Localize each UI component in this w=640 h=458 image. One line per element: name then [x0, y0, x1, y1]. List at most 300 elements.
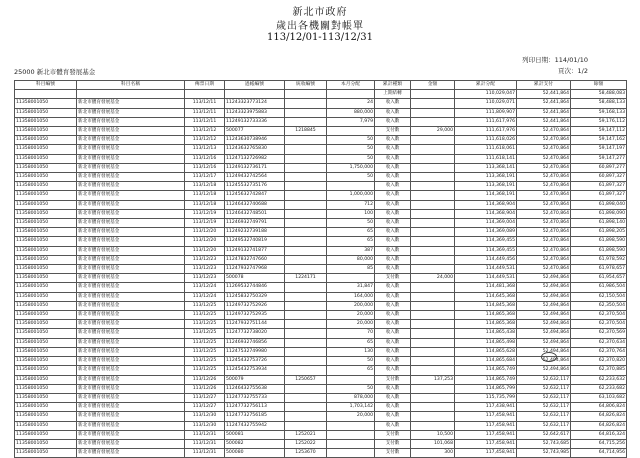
cumulative-payment-cell: 52,470,864 [517, 200, 571, 209]
account-code-cell: 11358001050 [15, 366, 77, 375]
cumulative-payment-cell: 52,494,864 [517, 320, 571, 329]
amount-cell [411, 255, 455, 264]
cumulative-allocation-cell: 117,458,941 [455, 439, 517, 448]
entry-type-cell: 收入數 [375, 163, 411, 172]
account-name-cell: 新北市體育發展基金 [77, 449, 185, 458]
table-row [15, 191, 627, 200]
voucher-date-cell: 113/12/25 [185, 311, 225, 320]
cumulative-allocation-cell: 113,368,191 [455, 173, 517, 182]
ledger-header-row [15, 81, 627, 90]
monthly-allocation-cell: 200,000 [327, 301, 375, 310]
cumulative-payment-cell: 52,470,864 [517, 237, 571, 246]
amount-cell [411, 154, 455, 163]
balance-cell: 58,488,083 [571, 90, 627, 99]
account-name-cell: 新北市體育發展基金 [77, 154, 185, 163]
monthly-allocation-cell [327, 182, 375, 191]
entry-type-cell: 收入數 [375, 228, 411, 237]
account-name-cell: 新北市體育發展基金 [77, 403, 185, 412]
balance-cell: 62,233,632 [571, 375, 627, 384]
monthly-allocation-cell: 31,847 [327, 283, 375, 292]
voucher-date-cell: 113/12/19 [185, 209, 225, 218]
monthly-allocation-cell [327, 375, 375, 384]
cumulative-allocation-cell: 114,845,368 [455, 301, 517, 310]
posting-no-cell: 11245432753934 [225, 366, 285, 375]
voucher-date-cell: 113/12/12 [185, 136, 225, 145]
col-entry-type-header: 累計種類 [375, 81, 411, 90]
cumulative-allocation-cell: 114,481,368 [455, 283, 517, 292]
voucher-date-cell: 113/12/18 [185, 191, 225, 200]
posting-no-cell: 500078 [225, 274, 285, 283]
cumulative-allocation-cell: 114,865,799 [455, 384, 517, 393]
entry-type-cell: 收入數 [375, 283, 411, 292]
table-row [15, 357, 627, 366]
cumulative-payment-cell: 52,470,864 [517, 136, 571, 145]
voucher-date-cell: 113/12/19 [185, 219, 225, 228]
receipt-no-cell [285, 320, 327, 329]
balance-cell: 64,826,824 [571, 421, 627, 430]
account-name-cell: 新北市體育發展基金 [77, 163, 185, 172]
table-row [15, 375, 627, 384]
voucher-date-cell: 113/12/31 [185, 449, 225, 458]
table-row [15, 154, 627, 163]
voucher-date-cell: 113/12/27 [185, 393, 225, 402]
balance-cell: 61,897,327 [571, 191, 627, 200]
voucher-date-cell: 113/12/12 [185, 127, 225, 136]
cumulative-allocation-cell: 114,369,455 [455, 246, 517, 255]
monthly-allocation-cell: 1,750,000 [327, 163, 375, 172]
amount-cell [411, 191, 455, 200]
receipt-no-cell [285, 329, 327, 338]
entry-type-cell: 支付數 [375, 274, 411, 283]
account-name-cell: 新北市體育發展基金 [77, 191, 185, 200]
col-cumulative-payment-header: 累計支付 [517, 81, 571, 90]
account-code-cell: 11358001050 [15, 403, 77, 412]
monthly-allocation-cell: 1,703,142 [327, 403, 375, 412]
balance-cell: 59,147,162 [571, 136, 627, 145]
receipt-no-cell [285, 283, 327, 292]
col-account-name-header: 科目名稱 [77, 81, 185, 90]
monthly-allocation-cell: 130 [327, 347, 375, 356]
cumulative-payment-cell: 52,632,117 [517, 421, 571, 430]
cumulative-payment-cell: 52,642,617 [517, 430, 571, 439]
table-row [15, 320, 627, 329]
entry-type-cell: 收入數 [375, 265, 411, 274]
posting-no-cell: 11249732752926 [225, 301, 285, 310]
receipt-no-cell [285, 366, 327, 375]
account-code-cell: 11358001050 [15, 99, 77, 108]
voucher-date-cell: 113/12/24 [185, 283, 225, 292]
cumulative-allocation-cell: 114,865,749 [455, 366, 517, 375]
account-name-cell: 新北市體育發展基金 [77, 283, 185, 292]
voucher-date-cell: 113/12/25 [185, 301, 225, 310]
account-name-cell: 新北市體育發展基金 [77, 265, 185, 274]
receipt-no-cell: 1224171 [285, 274, 327, 283]
account-code-cell: 11358001050 [15, 439, 77, 448]
cumulative-allocation-cell: 114,369,455 [455, 237, 517, 246]
cumulative-allocation-cell: 114,865,628 [455, 347, 517, 356]
posting-no-cell: 11247732756113 [225, 403, 285, 412]
cumulative-allocation-cell: 114,369,089 [455, 228, 517, 237]
voucher-date-cell: 113/12/31 [185, 430, 225, 439]
receipt-no-cell [285, 357, 327, 366]
voucher-date-cell: 113/12/16 [185, 154, 225, 163]
account-code-cell: 11358001050 [15, 412, 77, 421]
print-date-value: 114/01/10 [554, 56, 588, 64]
amount-cell [411, 200, 455, 209]
monthly-allocation-cell: 65 [327, 237, 375, 246]
print-date-line [522, 55, 588, 64]
monthly-allocation-cell [327, 127, 375, 136]
posting-no-cell: 11243630738946 [225, 136, 285, 145]
balance-cell: 59,147,277 [571, 154, 627, 163]
monthly-allocation-cell: 7,979 [327, 117, 375, 126]
receipt-no-cell [285, 403, 327, 412]
col-cumulative-allocation-header: 累計分配 [455, 81, 517, 90]
posting-no-cell: 500077 [225, 127, 285, 136]
posting-no-cell: 11249732752935 [225, 311, 285, 320]
monthly-allocation-cell: 50 [327, 145, 375, 154]
posting-no-cell: 11247932751144 [225, 320, 285, 329]
cumulative-allocation-cell: 111,809,907 [455, 108, 517, 117]
col-account-code-header: 科目編號 [15, 81, 77, 90]
balance-cell: 58,488,133 [571, 99, 627, 108]
table-row [15, 237, 627, 246]
monthly-allocation-cell: 50 [327, 136, 375, 145]
cumulative-payment-cell: 52,494,864 [517, 292, 571, 301]
cumulative-allocation-cell: 114,865,438 [455, 329, 517, 338]
balance-cell: 60,897,327 [571, 173, 627, 182]
account-code-cell: 11358001050 [15, 136, 77, 145]
entry-type-cell: 收入數 [375, 412, 411, 421]
amount-cell [411, 219, 455, 228]
receipt-no-cell [285, 90, 327, 99]
amount-cell: 24,000 [411, 274, 455, 283]
posting-no-cell: 11247432755942 [225, 421, 285, 430]
table-row [15, 393, 627, 402]
amount-cell [411, 366, 455, 375]
cumulative-payment-cell: 52,743,685 [517, 439, 571, 448]
cumulative-allocation-cell: 113,368,141 [455, 163, 517, 172]
account-code-cell: 11358001050 [15, 127, 77, 136]
account-code-cell: 11358001050 [15, 163, 77, 172]
amount-cell [411, 246, 455, 255]
cumulative-payment-cell: 52,494,864 [517, 329, 571, 338]
balance-cell: 62,370,634 [571, 338, 627, 347]
amount-cell [411, 329, 455, 338]
posting-no-cell: 11249132741877 [225, 246, 285, 255]
cumulative-allocation-cell: 114,449,456 [455, 255, 517, 264]
cumulative-payment-cell: 52,470,864 [517, 219, 571, 228]
cumulative-allocation-cell: 111,618,141 [455, 154, 517, 163]
table-row [15, 449, 627, 458]
receipt-no-cell [285, 338, 327, 347]
receipt-no-cell [285, 191, 327, 200]
receipt-no-cell: 1252021 [285, 430, 327, 439]
cumulative-payment-cell: 52,632,117 [517, 412, 571, 421]
account-code-cell [15, 90, 77, 99]
posting-no-cell: 500082 [225, 439, 285, 448]
account-code-cell: 11358001050 [15, 209, 77, 218]
table-row [15, 219, 627, 228]
account-code-cell: 11358001050 [15, 108, 77, 117]
account-name-cell: 新北市體育發展基金 [77, 274, 185, 283]
balance-cell: 62,350,504 [571, 301, 627, 310]
receipt-no-cell [285, 200, 327, 209]
cumulative-payment-cell: 52,494,864 [517, 311, 571, 320]
entry-type-cell: 收入數 [375, 347, 411, 356]
entry-type-cell: 收入數 [375, 329, 411, 338]
monthly-allocation-cell [327, 90, 375, 99]
account-name-cell: 新北市體育發展基金 [77, 136, 185, 145]
posting-no-cell: 11269532744846 [225, 283, 285, 292]
account-name-cell: 新北市體育發展基金 [77, 412, 185, 421]
voucher-date-cell: 113/12/25 [185, 338, 225, 347]
col-voucher-date-header: 傳票日期 [185, 81, 225, 90]
account-name-cell: 新北市體育發展基金 [77, 329, 185, 338]
entry-type-cell: 收入數 [375, 200, 411, 209]
balance-cell: 61,978,592 [571, 255, 627, 264]
table-row [15, 412, 627, 421]
account-name-cell: 新北市體育發展基金 [77, 117, 185, 126]
cumulative-allocation-cell: 114,368,904 [455, 200, 517, 209]
balance-cell: 62,370,569 [571, 329, 627, 338]
account-name-cell: 新北市體育發展基金 [77, 219, 185, 228]
amount-cell [411, 136, 455, 145]
cumulative-allocation-cell: 114,865,368 [455, 311, 517, 320]
amount-cell [411, 320, 455, 329]
fund-name: 25000 新北市體育發展基金 [14, 68, 96, 76]
account-code-cell: 11358001050 [15, 421, 77, 430]
table-row [15, 246, 627, 255]
monthly-allocation-cell: 85 [327, 265, 375, 274]
monthly-allocation-cell: 70 [327, 329, 375, 338]
entry-type-cell: 收入數 [375, 421, 411, 430]
receipt-no-cell [285, 255, 327, 264]
account-name-cell: 新北市體育發展基金 [77, 301, 185, 310]
cumulative-payment-cell: 52,470,864 [517, 127, 571, 136]
balance-cell: 62,370,504 [571, 311, 627, 320]
entry-type-cell: 收入數 [375, 191, 411, 200]
monthly-allocation-cell: 164,000 [327, 292, 375, 301]
amount-cell [411, 237, 455, 246]
account-name-cell: 新北市體育發展基金 [77, 127, 185, 136]
table-row [15, 209, 627, 218]
cumulative-allocation-cell: 111,617,976 [455, 127, 517, 136]
entry-type-cell: 收入數 [375, 338, 411, 347]
monthly-allocation-cell: 50 [327, 154, 375, 163]
cumulative-payment-cell: 52,470,864 [517, 228, 571, 237]
amount-cell [411, 117, 455, 126]
balance-cell: 61,954,657 [571, 274, 627, 283]
receipt-no-cell [285, 421, 327, 430]
voucher-date-cell: 113/12/27 [185, 403, 225, 412]
monthly-allocation-cell: 20,000 [327, 412, 375, 421]
voucher-date-cell: 113/12/20 [185, 237, 225, 246]
entry-type-cell: 收入數 [375, 117, 411, 126]
monthly-allocation-cell: 880,000 [327, 108, 375, 117]
cumulative-allocation-cell: 117,458,941 [455, 421, 517, 430]
cumulative-payment-cell: 52,494,864 [517, 274, 571, 283]
account-name-cell: 新北市體育發展基金 [77, 320, 185, 329]
agency-title: 新北市政府 [292, 7, 348, 18]
account-code-cell: 11358001050 [15, 237, 77, 246]
col-monthly-allocation-header: 本月分配 [327, 81, 375, 90]
entry-type-cell: 收入數 [375, 393, 411, 402]
account-code-cell: 11358001050 [15, 375, 77, 384]
cumulative-payment-cell: 52,494,864 [517, 338, 571, 347]
account-code-cell: 11358001050 [15, 357, 77, 366]
receipt-no-cell: 1253670 [285, 449, 327, 458]
entry-type-cell: 收入數 [375, 154, 411, 163]
cumulative-payment-cell: 52,632,117 [517, 393, 571, 402]
receipt-no-cell [285, 311, 327, 320]
voucher-date-cell: 113/12/23 [185, 265, 225, 274]
receipt-no-cell [285, 145, 327, 154]
entry-type-cell: 收入數 [375, 219, 411, 228]
cumulative-payment-cell: 52,494,864 [517, 357, 571, 366]
col-amount-header: 金額 [411, 81, 455, 90]
voucher-date-cell [185, 90, 225, 99]
account-name-cell: 新北市體育發展基金 [77, 357, 185, 366]
check-mark [541, 352, 557, 362]
cumulative-allocation-cell: 114,645,368 [455, 292, 517, 301]
account-code-cell: 11358001050 [15, 219, 77, 228]
voucher-date-cell: 113/12/26 [185, 384, 225, 393]
cumulative-payment-cell: 52,494,864 [517, 366, 571, 375]
cumulative-allocation-cell: 111,617,976 [455, 117, 517, 126]
account-name-cell: 新北市體育發展基金 [77, 393, 185, 402]
monthly-allocation-cell: 878,000 [327, 393, 375, 402]
balance-cell: 64,826,824 [571, 412, 627, 421]
amount-cell [411, 421, 455, 430]
cumulative-allocation-cell: 114,865,684 [455, 357, 517, 366]
account-name-cell: 新北市體育發展基金 [77, 384, 185, 393]
entry-type-cell: 收入數 [375, 99, 411, 108]
table-row [15, 347, 627, 356]
amount-cell [411, 209, 455, 218]
cumulative-payment-cell: 52,441,864 [517, 99, 571, 108]
posting-no-cell: 11246932746856 [225, 338, 285, 347]
table-row [15, 99, 627, 108]
balance-cell: 62,370,820 [571, 357, 627, 366]
amount-cell [411, 90, 455, 99]
account-name-cell: 新北市體育發展基金 [77, 375, 185, 384]
account-code-cell: 11358001050 [15, 292, 77, 301]
posting-no-cell: 11246932749791 [225, 219, 285, 228]
receipt-no-cell: 1218845 [285, 127, 327, 136]
print-date-label: 列印日期： [522, 56, 555, 64]
cumulative-allocation-cell: 114,865,749 [455, 375, 517, 384]
entry-type-cell: 收入數 [375, 145, 411, 154]
account-code-cell: 11358001050 [15, 338, 77, 347]
monthly-allocation-cell: 24 [327, 99, 375, 108]
voucher-date-cell: 113/12/11 [185, 99, 225, 108]
cumulative-payment-cell: 52,470,864 [517, 182, 571, 191]
table-row [15, 311, 627, 320]
receipt-no-cell [285, 163, 327, 172]
cumulative-allocation-cell: 114,449,531 [455, 265, 517, 274]
account-code-cell: 11358001050 [15, 228, 77, 237]
balance-cell: 62,370,764 [571, 347, 627, 356]
amount-cell: 29,000 [411, 127, 455, 136]
account-code-cell: 11358001050 [15, 117, 77, 126]
balance-cell: 64,715,256 [571, 439, 627, 448]
receipt-no-cell [285, 265, 327, 274]
monthly-allocation-cell: 50 [327, 219, 375, 228]
account-name-cell: 新北市體育發展基金 [77, 292, 185, 301]
account-name-cell: 新北市體育發展基金 [77, 246, 185, 255]
table-row [15, 108, 627, 117]
account-code-cell: 11358001050 [15, 173, 77, 182]
ledger-body [15, 90, 627, 458]
amount-cell [411, 292, 455, 301]
entry-type-cell: 收入數 [375, 108, 411, 117]
cumulative-payment-cell: 52,494,864 [517, 283, 571, 292]
account-name-cell: 新北市體育發展基金 [77, 421, 185, 430]
balance-cell: 64,806,824 [571, 403, 627, 412]
amount-cell [411, 173, 455, 182]
receipt-no-cell [285, 412, 327, 421]
account-code-cell: 11358001050 [15, 329, 77, 338]
entry-type-cell: 支付數 [375, 439, 411, 448]
account-name-cell: 新北市體育發展基金 [77, 182, 185, 191]
table-row [15, 301, 627, 310]
monthly-allocation-cell: 387 [327, 246, 375, 255]
voucher-date-cell: 113/12/11 [185, 117, 225, 126]
voucher-date-cell: 113/12/30 [185, 421, 225, 430]
monthly-allocation-cell: 1,000,000 [327, 191, 375, 200]
table-row [15, 136, 627, 145]
posting-no-cell: 11247732755733 [225, 393, 285, 402]
account-code-cell: 11358001050 [15, 191, 77, 200]
balance-cell: 62,370,885 [571, 366, 627, 375]
monthly-allocation-cell: 50 [327, 357, 375, 366]
col-balance-header: 餘額 [571, 81, 627, 90]
entry-type-cell: 收入數 [375, 292, 411, 301]
cumulative-allocation-cell: 114,368,191 [455, 191, 517, 200]
posting-no-cell: 11249532740819 [225, 237, 285, 246]
account-code-cell: 11358001050 [15, 384, 77, 393]
amount-cell [411, 99, 455, 108]
amount-cell [411, 357, 455, 366]
entry-type-cell: 收入數 [375, 237, 411, 246]
amount-cell [411, 338, 455, 347]
voucher-date-cell: 113/12/25 [185, 357, 225, 366]
account-name-cell: 新北市體育發展基金 [77, 200, 185, 209]
cumulative-allocation-cell: 110,029,047 [455, 90, 517, 99]
receipt-no-cell [285, 136, 327, 145]
table-row [15, 274, 627, 283]
monthly-allocation-cell: 50 [327, 384, 375, 393]
receipt-no-cell: 1252022 [285, 439, 327, 448]
cumulative-payment-cell: 52,470,864 [517, 173, 571, 182]
posting-no-cell: 11245432753726 [225, 357, 285, 366]
table-row [15, 127, 627, 136]
posting-no-cell: 11245532735176 [225, 182, 285, 191]
col-posting-no-header: 過帳編號 [225, 81, 285, 90]
posting-no-cell: 11247732756185 [225, 412, 285, 421]
account-name-cell: 新北市體育發展基金 [77, 209, 185, 218]
monthly-allocation-cell: 100 [327, 209, 375, 218]
posting-no-cell: 11246432755638 [225, 384, 285, 393]
receipt-no-cell [285, 384, 327, 393]
posting-no-cell: 11249132733336 [225, 117, 285, 126]
balance-cell: 64,714,956 [571, 449, 627, 458]
account-code-cell: 11358001050 [15, 283, 77, 292]
entry-type-cell: 收入數 [375, 320, 411, 329]
cumulative-payment-cell: 52,632,117 [517, 403, 571, 412]
cumulative-payment-cell: 52,470,864 [517, 246, 571, 255]
